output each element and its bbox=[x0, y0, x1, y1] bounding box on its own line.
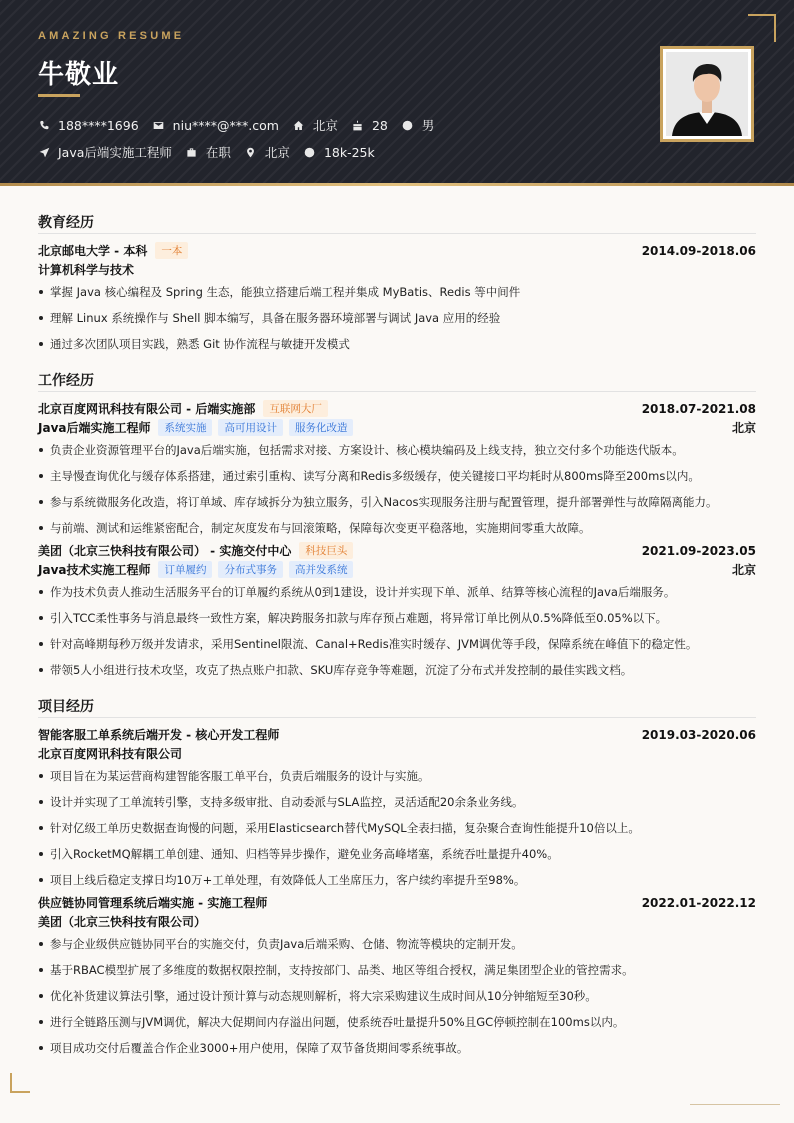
job-row bbox=[38, 143, 389, 161]
skill-tag: 服务化改造 bbox=[289, 419, 354, 436]
hometown-item bbox=[293, 116, 338, 134]
list-item: 项目成功交付后覆盖合作企业3000+用户使用，保障了双节备货期间零系统事故。 bbox=[38, 1035, 756, 1061]
list-item: 项目上线后稳定支撑日均10万+工单处理，有效降低人工坐席压力，客户续约率提升至98%。 bbox=[38, 867, 756, 893]
list-item: 理解 Linux 系统操作与 Shell 脚本编写，具备在服务器环境部署与调试 Java 应用的经验 bbox=[38, 305, 756, 331]
work-bullets bbox=[38, 579, 756, 683]
work-role-row bbox=[38, 418, 756, 437]
send-icon bbox=[38, 146, 50, 158]
gender-icon bbox=[402, 119, 414, 131]
phone-icon bbox=[38, 119, 50, 131]
list-item: 掌握 Java 核心编程及 Spring 生态，能独立搭建后端工程并集成 MyBatis、Redis 等中间件 bbox=[38, 279, 756, 305]
education-date: 2014.09-2018.06 bbox=[641, 243, 756, 258]
list-item: 与前端、测试和运维紧密配合，制定灰度发布与回滚策略，保障每次变更平稳落地，实施期间零重大故障。 bbox=[38, 515, 756, 541]
project-entry-head bbox=[38, 893, 756, 912]
list-item: 针对亿级工单历史数据查询慢的问题，采用Elasticsearch替代MySQL全表扫描，复杂聚合查询性能提升10倍以上。 bbox=[38, 815, 756, 841]
hometown-value: 北京 bbox=[312, 118, 338, 133]
skill-tag: 高可用设计 bbox=[218, 419, 283, 436]
list-item: 负责企业资源管理平台的Java后端实施，包括需求对接、方案设计、核心模块编码及上线支持，独立交付多个功能迭代版本。 bbox=[38, 437, 756, 463]
skill-tag: 订单履约 bbox=[158, 561, 212, 578]
work-bullets bbox=[38, 437, 756, 541]
skill-tag: 高并发系统 bbox=[289, 561, 354, 578]
education-entry-head bbox=[38, 241, 756, 260]
list-item: 参与系统微服务化改造，将订单域、库存域拆分为独立服务，引入Nacos实现服务注册与配置管理，提升部署弹性与故障隔离能力。 bbox=[38, 489, 756, 515]
school-name: 北京邮电大学 - 本科 bbox=[38, 244, 148, 258]
education-major-row bbox=[38, 260, 756, 279]
section-title-work: 工作经历 bbox=[38, 370, 756, 392]
list-item: 项目旨在为某运营商构建智能客服工单平台，负责后端服务的设计与实施。 bbox=[38, 763, 756, 789]
company-name: 美团（北京三快科技有限公司） - 实施交付中心 bbox=[38, 544, 292, 558]
project-entry bbox=[38, 725, 756, 893]
salary-value: 18k-25k bbox=[323, 144, 375, 160]
list-item: 引入RocketMQ解耦工单创建、通知、归档等异步操作，避免业务高峰堵塞，系统吞吐量提升40%。 bbox=[38, 841, 756, 867]
status-item bbox=[186, 143, 231, 161]
company-tag: 科技巨头 bbox=[299, 542, 353, 559]
project-date: 2019.03-2020.06 bbox=[641, 727, 756, 742]
work-section bbox=[38, 370, 756, 683]
work-date: 2018.07-2021.08 bbox=[641, 401, 756, 416]
footer-divider bbox=[690, 1104, 780, 1105]
status-value: 在职 bbox=[205, 145, 231, 160]
list-item: 基于RBAC模型扩展了多维度的数据权限控制，支持按部门、品类、地区等组合授权，满足集团型企业的管控需求。 bbox=[38, 957, 756, 983]
age-item bbox=[352, 118, 388, 133]
phone-item bbox=[38, 118, 139, 133]
school-tag: 一本 bbox=[155, 242, 188, 259]
list-item: 通过多次团队项目实践，熟悉 Git 协作流程与敏捷开发模式 bbox=[38, 331, 756, 357]
phone-value: 188****1696 bbox=[58, 117, 139, 133]
candidate-name: 牛敬业 bbox=[38, 60, 120, 90]
city-item bbox=[245, 143, 290, 161]
work-entry-head bbox=[38, 541, 756, 560]
project-name: 智能客服工单系统后端开发 - 核心开发工程师 bbox=[38, 728, 280, 742]
education-bullets bbox=[38, 279, 756, 357]
project-bullets bbox=[38, 763, 756, 893]
project-entry-head bbox=[38, 725, 756, 744]
education-section bbox=[38, 212, 756, 357]
home-icon bbox=[293, 119, 305, 131]
list-item: 进行全链路压测与JVM调优，解决大促期间内存溢出问题，使系统吞吐量提升50%且GC停顿控制在100ms以内。 bbox=[38, 1009, 756, 1035]
list-item: 作为技术负责人推动生活服务平台的订单履约系统从0到1建设，设计并实现下单、派单、结算等核心流程的Java后端服务。 bbox=[38, 579, 756, 605]
section-title-projects: 项目经历 bbox=[38, 696, 756, 718]
list-item: 针对高峰期每秒万级并发请求，采用Sentinel限流、Canal+Redis准实时缓存、JVM调优等手段，保障系统在峰值下的稳定性。 bbox=[38, 631, 756, 657]
list-item: 设计并实现了工单流转引擎，支持多级审批、自动委派与SLA监控，灵活适配20余条业务线。 bbox=[38, 789, 756, 815]
work-entry-head bbox=[38, 399, 756, 418]
resume-header bbox=[0, 0, 794, 186]
briefcase-icon bbox=[186, 146, 198, 158]
project-date: 2022.01-2022.12 bbox=[641, 895, 756, 910]
project-section bbox=[38, 696, 756, 1061]
resume-tagline: AMAZING RESUME bbox=[38, 30, 185, 42]
gender-item bbox=[402, 116, 435, 134]
job-target-item bbox=[38, 143, 172, 161]
corner-decoration bbox=[10, 1073, 30, 1093]
project-name: 供应链协同管理系统后端实施 - 实施工程师 bbox=[38, 896, 268, 910]
name-underline bbox=[38, 94, 80, 97]
avatar bbox=[666, 52, 748, 136]
work-city: 北京 bbox=[731, 563, 756, 577]
age-value: 28 bbox=[371, 117, 388, 133]
project-bullets bbox=[38, 931, 756, 1061]
cake-icon bbox=[352, 119, 364, 131]
list-item: 参与企业级供应链协同平台的实施交付，负责Java后端采购、仓储、物流等模块的定制开发。 bbox=[38, 931, 756, 957]
role-name: Java技术实施工程师 bbox=[38, 563, 151, 577]
job-target-value: Java后端实施工程师 bbox=[58, 145, 172, 160]
project-company: 美团（北京三快科技有限公司） bbox=[38, 915, 207, 929]
work-entry bbox=[38, 541, 756, 683]
list-item: 带领5人小组进行技术攻坚，攻克了热点账户扣款、SKU库存竞争等难题，沉淀了分布式并发控制的最佳实践文档。 bbox=[38, 657, 756, 683]
location-pin-icon bbox=[245, 146, 257, 158]
work-entry bbox=[38, 399, 756, 541]
skill-tag: 分布式事务 bbox=[218, 561, 283, 578]
mail-icon bbox=[153, 119, 165, 131]
role-name: Java后端实施工程师 bbox=[38, 421, 151, 435]
project-company: 北京百度网讯科技有限公司 bbox=[38, 747, 183, 761]
contact-row bbox=[38, 116, 448, 134]
list-item: 主导慢查询优化与缓存体系搭建，通过索引重构、读写分离和Redis多级缓存，使关键接口平均耗时从800ms降至200ms以内。 bbox=[38, 463, 756, 489]
section-title-education: 教育经历 bbox=[38, 212, 756, 234]
profile-photo bbox=[660, 46, 754, 142]
work-city: 北京 bbox=[731, 421, 756, 435]
project-entry bbox=[38, 893, 756, 1061]
email-value: niu****@***.com bbox=[172, 117, 279, 133]
major-name: 计算机科学与技术 bbox=[38, 263, 135, 277]
corner-decoration bbox=[748, 14, 776, 42]
project-company-row bbox=[38, 744, 756, 763]
city-value: 北京 bbox=[264, 145, 290, 160]
skill-tag: 系统实施 bbox=[158, 419, 212, 436]
gender-value: 男 bbox=[421, 118, 435, 133]
money-icon bbox=[304, 146, 316, 158]
work-date: 2021.09-2023.05 bbox=[641, 543, 756, 558]
company-name: 北京百度网讯科技有限公司 - 后端实施部 bbox=[38, 402, 256, 416]
company-tag: 互联网大厂 bbox=[263, 400, 328, 417]
email-item bbox=[153, 118, 279, 133]
list-item: 优化补货建议算法引擎，通过设计预计算与动态规则解析，将大宗采购建议生成时间从10分钟缩短至30秒。 bbox=[38, 983, 756, 1009]
salary-item bbox=[304, 145, 375, 160]
project-company-row bbox=[38, 912, 756, 931]
work-role-row bbox=[38, 560, 756, 579]
list-item: 引入TCC柔性事务与消息最终一致性方案，解决跨服务扣款与库存预占难题，将异常订单比例从0.5%降低至0.05%以下。 bbox=[38, 605, 756, 631]
